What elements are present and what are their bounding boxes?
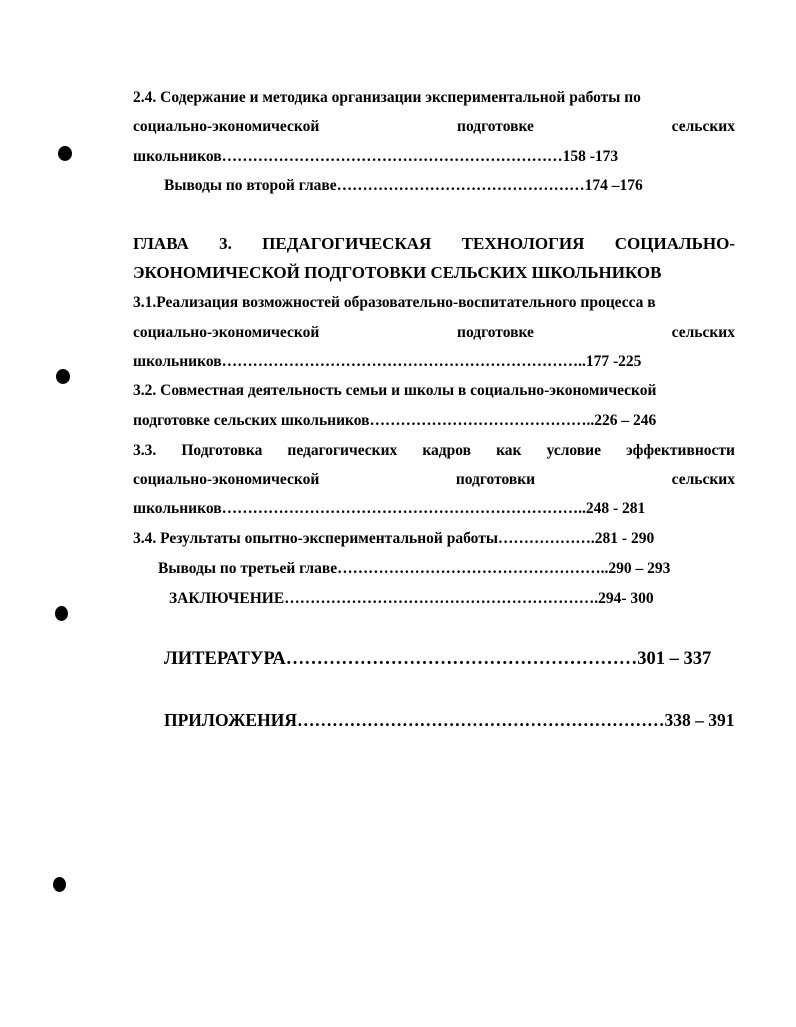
chapter-3-heading-line2 (133, 263, 661, 283)
binder-hole-1 (58, 146, 72, 161)
binder-hole-2 (56, 369, 70, 384)
toc-word: педагогических (287, 442, 398, 459)
toc-word: социально-экономической (133, 471, 320, 488)
toc-3-2-line2 (133, 411, 656, 431)
toc-3-3-line3 (133, 499, 645, 519)
toc-appendices (164, 710, 734, 730)
chapter-3-heading-line1 (133, 234, 735, 254)
toc-word: социально-экономической (133, 324, 320, 341)
toc-2-4-line1 (133, 88, 735, 108)
toc-2-4-text1: 2.4. Содержание и методика организации экспериментальной работы по (133, 89, 641, 106)
toc-2-4-line3 (133, 147, 618, 167)
toc-literature (164, 649, 711, 669)
toc-3-1-text1: 3.1.Реализация возможностей образовательно-воспитательного процесса в (133, 294, 656, 311)
toc-appendices-text: ПРИЛОЖЕНИЯ………………………………………………………338 – 391 (164, 710, 735, 730)
toc-word: подготовке (457, 324, 534, 341)
toc-3-3-pages: школьников……………………………………………………………..248 - 281 (133, 500, 646, 517)
toc-3-2-line1 (133, 381, 656, 401)
toc-word: эффективности (626, 442, 735, 459)
toc-word: сельских (671, 118, 735, 135)
toc-3-2-pages: подготовке сельских школьников……………………………………..226 – 246 (133, 412, 657, 429)
heading-word: ТЕХНОЛОГИЯ (461, 234, 585, 253)
toc-3-3-line1 (133, 441, 735, 461)
toc-3-4 (133, 529, 654, 549)
heading-word: 3. (219, 234, 232, 253)
toc-3-3-line2 (133, 470, 735, 490)
heading-word: ГЛАВА (133, 234, 189, 253)
chapter-3-heading-text: ЭКОНОМИЧЕСКОЙ ПОДГОТОВКИ СЕЛЬСКИХ ШКОЛЬНИКОВ (133, 263, 662, 282)
toc-word: как (496, 442, 522, 459)
toc-conclusions-ch2-text: Выводы по второй главе…………………………………………174 –176 (164, 177, 643, 194)
toc-word: подготовке (457, 118, 534, 135)
toc-word: подготовки (455, 471, 536, 488)
toc-conclusions-ch3 (158, 559, 670, 579)
toc-word: сельских (671, 324, 735, 341)
toc-3-1-pages: школьников……………………………………………………………..177 -225 (133, 353, 642, 370)
toc-3-1-line2 (133, 323, 735, 343)
toc-word: кадров (422, 442, 472, 459)
toc-conclusions-ch3-text: Выводы по третьей главе……………………………………………..290 – 293 (158, 560, 671, 577)
toc-word: Подготовка (181, 442, 263, 459)
toc-conclusion-text: ЗАКЛЮЧЕНИЕ…………………………………………………….294- 300 (169, 590, 654, 607)
toc-3-4-text: 3.4. Результаты опытно-экспериментальной работы……………….281 - 290 (133, 530, 655, 547)
toc-word: сельских (671, 471, 735, 488)
toc-conclusion (169, 589, 654, 609)
toc-word: условие (546, 442, 601, 459)
heading-word: СОЦИАЛЬНО- (614, 234, 735, 253)
toc-2-4-pages: школьников…………………………………………………………158 -173 (133, 148, 619, 165)
toc-conclusions-ch2 (164, 176, 643, 196)
toc-literature-text: ЛИТЕРАТУРА…………………………………………………301 – 337 (164, 649, 712, 669)
heading-word: ПЕДАГОГИЧЕСКАЯ (262, 234, 432, 253)
toc-2-4-line2 (133, 117, 735, 137)
toc-3-1-line1 (133, 293, 656, 313)
toc-word: социально-экономической (133, 118, 320, 135)
toc-3-1-line3 (133, 352, 641, 372)
binder-hole-4 (53, 877, 66, 892)
toc-word: 3.3. (133, 442, 157, 459)
toc-3-2-text1: 3.2. Совместная деятельность семьи и школы в социально-экономической (133, 382, 657, 399)
binder-hole-3 (55, 606, 68, 621)
